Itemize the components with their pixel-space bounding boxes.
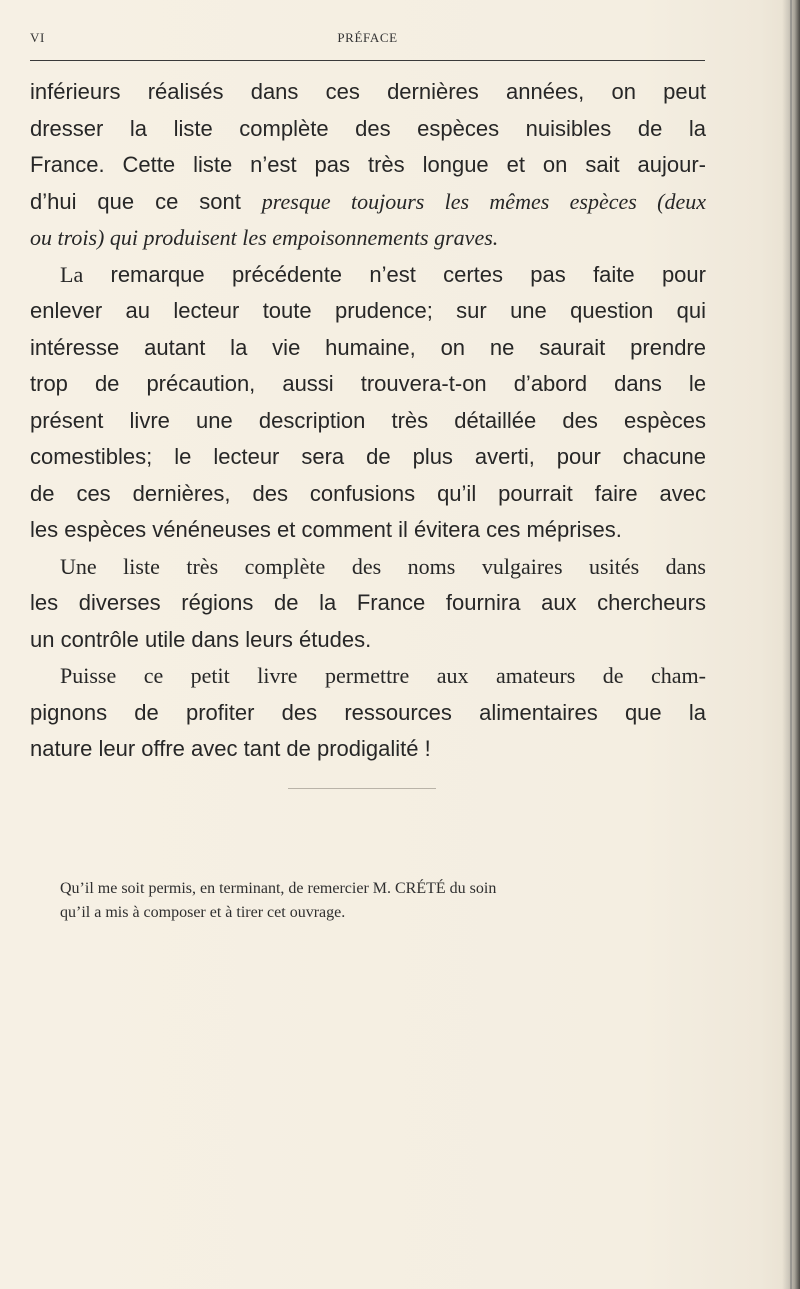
body-line-7: enlever au lecteur toute prudence; sur une question qui	[30, 298, 706, 323]
body-line-6	[30, 257, 706, 294]
body-line-2: dresser la liste complète des espèces nuisibles de la	[30, 115, 706, 141]
body-line-4-prefix: d’hui que ce sont	[30, 188, 262, 214]
body-line-4-italic: presque toujours les mêmes espèces (deux	[261, 188, 706, 214]
body-line-12: de ces dernières, des confusions qu’il pourrait faire avec	[30, 480, 706, 506]
body-line-18: pignons de profiter des ressources alimentaires que la	[30, 699, 706, 725]
body-line-19: nature leur offre avec tant de prodigalité !	[30, 736, 431, 761]
body-line-15: les diverses régions de la France fournira aux chercheurs	[30, 590, 706, 615]
body-line-9: trop de précaution, aussi trouvera-t-on d’abord dans le	[30, 371, 706, 396]
body-line-6-start: La	[60, 261, 84, 287]
body-line-4	[30, 184, 706, 221]
header-rule	[30, 60, 705, 61]
body-line-13: les espèces vénéneuses et comment il évitera ces méprises.	[30, 517, 622, 542]
note-line-1: Qu’il me soit permis, en terminant, de remercier M. CRÉTÉ du soin	[60, 880, 497, 897]
acknowledgement-note	[60, 877, 710, 925]
body-line-5: ou trois) qui produisent les empoisonnements graves.	[30, 225, 499, 250]
body-line-11: comestibles; le lecteur sera de plus averti, pour chacune	[30, 444, 706, 469]
body-line-10: présent livre une description très détaillée des espèces	[30, 407, 706, 433]
body-line-8: intéresse autant la vie humaine, on ne saurait prendre	[30, 334, 706, 360]
body-line-14: Une liste très complète des noms vulgaires usités dans	[60, 553, 706, 579]
page-header	[30, 30, 705, 50]
body-line-17: Puisse ce petit livre permettre aux amateurs de cham-	[60, 663, 706, 688]
preface-text	[30, 74, 706, 768]
page-number: VI	[30, 30, 45, 45]
note-line-2: qu’il a mis à composer et à tirer cet ouvrage.	[60, 904, 346, 921]
body-line-3: France. Cette liste n’est pas très longue et on sait aujour-	[30, 152, 706, 177]
body-line-1: inférieurs réalisés dans ces dernières années, on peut	[30, 79, 706, 104]
section-separator	[288, 788, 436, 789]
body-line-6-rest: remarque précédente n’est certes pas faite pour	[110, 261, 706, 287]
page-binding-line	[790, 0, 792, 1289]
body-line-16: un contrôle utile dans leurs études.	[30, 626, 372, 652]
running-title: PRÉFACE	[337, 30, 398, 45]
